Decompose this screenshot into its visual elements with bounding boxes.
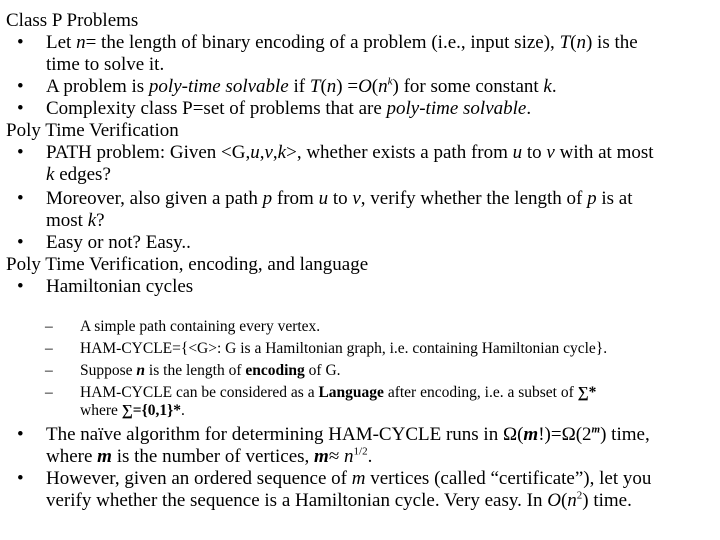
dash-glyph: – [45, 362, 53, 379]
bullet-text: A problem is poly-time solvable if $T(n) =O(n^k)$ for some constant k. [46, 75, 557, 97]
bullet-text: Complexity class P=set of problems that are poly-time solvable. [46, 98, 532, 119]
bullet-text: Let n= the length of binary encoding of a problem (i.e., input size), T(n) is the [46, 32, 638, 53]
sub-bullet-text-cont: where ∑={0,1}*. [80, 402, 185, 419]
bullet-text: The naïve algorithm for determining HAM-CYCLE runs in $\Omega(m!)=\Omega(2^m)$ time, [46, 423, 650, 445]
bullet-glyph: • [17, 468, 24, 489]
sub-bullet [0, 317, 720, 337]
bullet-glyph: • [17, 276, 24, 297]
bullet-glyph: • [17, 424, 24, 445]
sub-bullet [0, 361, 720, 381]
bullet-glyph: • [17, 188, 24, 209]
sub-bullet-text: A simple path containing every vertex. [80, 318, 321, 335]
bullet-glyph: • [17, 232, 24, 253]
bullet-text-cont: most k? [46, 210, 105, 231]
bullet-text-cont: time to solve it. [46, 54, 165, 75]
sub-bullet-cont [0, 401, 720, 421]
section-heading-encoding-language: Poly Time Verification, encoding, and language [6, 254, 369, 275]
section-heading-poly-time-verification: Poly Time Verification [6, 120, 179, 141]
bullet-text-cont: verify whether the sequence is a Hamiltonian cycle. Very easy. In $O(n^2)$ time. [46, 489, 632, 511]
sub-bullet [0, 339, 720, 359]
bullet-text-cont: k edges? [46, 164, 111, 185]
bullet-text: However, given an ordered sequence of m vertices (called “certificate”), let you [46, 468, 652, 489]
bullet-text: Easy or not? Easy.. [46, 232, 191, 253]
dash-glyph: – [45, 318, 53, 335]
bullet-glyph: • [17, 98, 24, 119]
bullet-text: Hamiltonian cycles [46, 276, 194, 297]
bullet-glyph: • [17, 76, 24, 97]
bullet-text: PATH problem: Given <G,u,v,k>, whether exists a path from u to v with at most [46, 142, 654, 163]
dash-glyph: – [45, 340, 53, 357]
bullet-text-cont: where m is the number of vertices, $m\approx n^{1/2}$. [46, 445, 373, 467]
dash-glyph: – [45, 384, 53, 401]
bullet-glyph: • [17, 32, 24, 53]
sub-bullet [0, 383, 720, 403]
bullet-text: Moreover, also given a path p from u to v, verify whether the length of p is at [46, 188, 633, 209]
sub-bullet-text: Suppose n is the length of encoding of G. [80, 362, 341, 379]
section-heading-class-p: Class P Problems [6, 10, 139, 31]
sub-bullet-text: HAM-CYCLE={<G>: G is a Hamiltonian graph, i.e. containing Hamiltonian cycle}. [80, 340, 608, 357]
bullet-glyph: • [17, 142, 24, 163]
sub-bullet-text: HAM-CYCLE can be considered as a Language after encoding, i.e. a subset of ∑* [80, 384, 597, 401]
